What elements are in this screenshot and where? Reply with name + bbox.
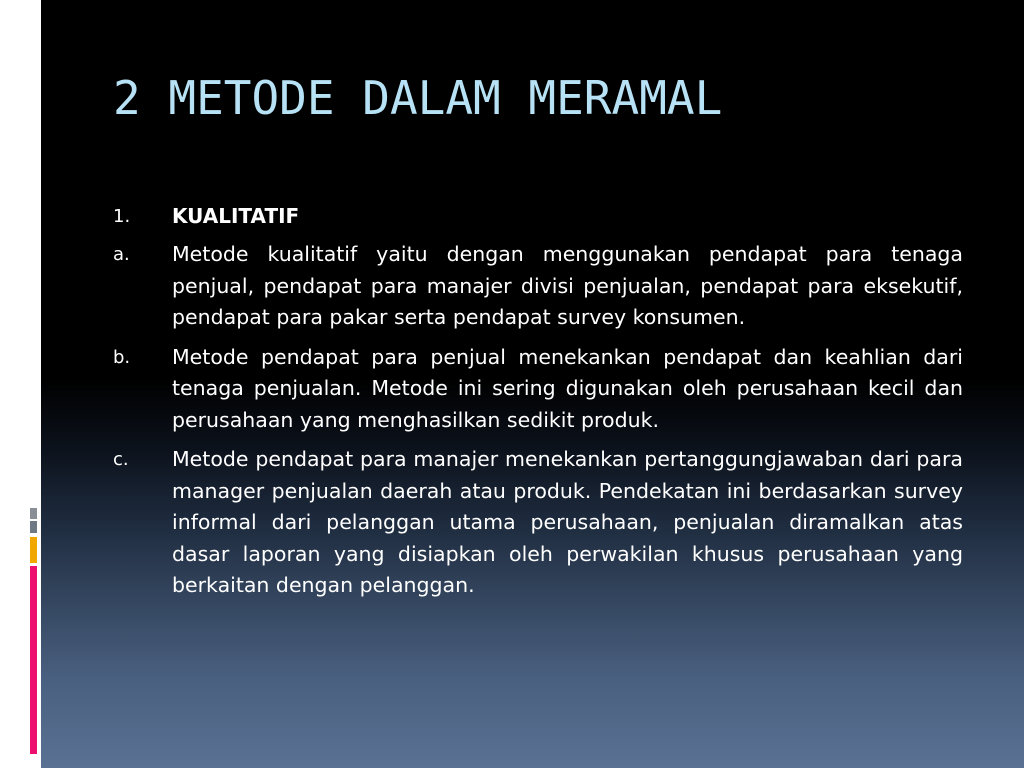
list-item-c	[110, 444, 963, 602]
list-item-a	[110, 239, 963, 334]
list-number: 1.	[113, 206, 131, 227]
paragraph-a: Metode kualitatif yaitu dengan menggunakan pendapat para tenaga penjual, pendapat para manajer divisi penjualan, pendapat para eksekutif, pendapat para pakar serta pendapat survey konsumen.	[172, 242, 963, 329]
numbered-heading	[110, 201, 963, 232]
list-letter-c: c.	[113, 449, 129, 470]
decorative-bar-grey-bottom	[30, 521, 37, 533]
paragraph-b: Metode pendapat para penjual menekankan pendapat dan keahlian dari tenaga penjualan. Metode ini sering digunakan oleh perusahaan kecil dan perusahaan yang menghasilkan sedikit produk.	[172, 344, 963, 432]
decorative-bar-orange	[30, 537, 37, 563]
list-letter-a: a.	[113, 244, 130, 265]
decorative-bar-grey-top	[30, 508, 37, 519]
list-letter-b: b.	[113, 346, 131, 368]
section-heading: KUALITATIF	[172, 204, 300, 228]
decorative-bar-pink	[30, 566, 37, 754]
paragraph-c: Metode pendapat para manajer menekankan pertanggungjawaban dari para manager penjualan daerah atau produk. Pendekatan ini berdasarkan survey informal dari pelanggan utama perusahaan, penjualan diramalkan atas dasar laporan yang disiapkan oleh perwakilan khusus perusahaan yang berkaitan dengan pelanggan.	[172, 447, 963, 597]
list-item-b	[110, 342, 963, 437]
slide-title: 2 METODE DALAM MERAMAL	[113, 71, 723, 125]
slide-content	[110, 201, 963, 610]
